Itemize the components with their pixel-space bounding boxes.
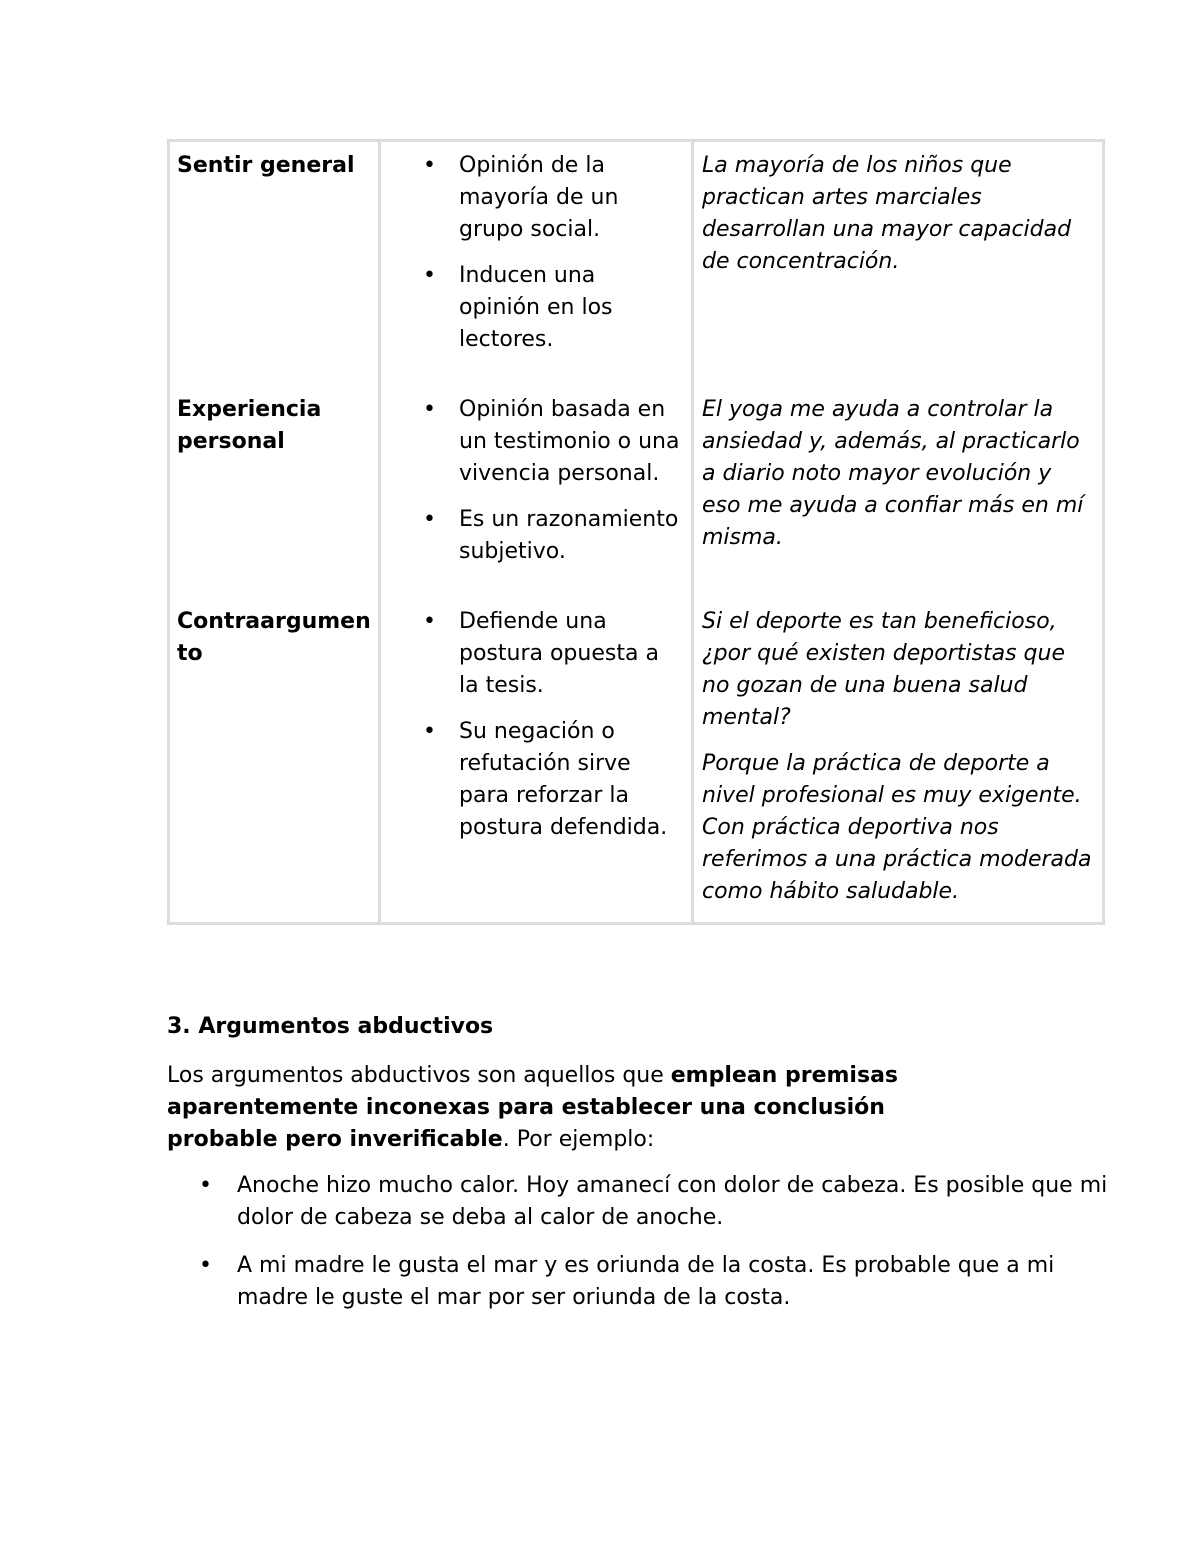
list-item: • A mi madre le gusta el mar y es oriunda de la costa. Es probable que a mi madre le guste el mar por ser oriunda de la costa. — [237, 1250, 1117, 1314]
example-cell — [693, 141, 1104, 387]
list-item: • Anoche hizo mucho calor. Hoy amanecí con dolor de cabeza. Es posible que mi dolor de cabeza se deba al calor de anoche. — [237, 1170, 1117, 1234]
intro-text: Los argumentos abductivos son aquellos que — [167, 1063, 671, 1088]
table-row — [169, 386, 1104, 598]
table-row — [169, 598, 1104, 924]
example-cell — [693, 598, 1104, 924]
trait-item: • Defiende una postura opuesta a la tesis. — [459, 606, 683, 702]
trait-item: • Inducen una opinión en los lectores. — [459, 260, 683, 356]
argument-types-table — [167, 139, 1105, 925]
example-text: Porque la práctica de deporte a nivel profesional es muy exigente. Con práctica deportiva nos referimos a una práctica moderada como hábito saludable. — [702, 751, 1092, 904]
abductive-examples-list — [167, 1170, 1117, 1330]
trait-item: • Es un razonamiento subjetivo. — [459, 504, 683, 568]
example-text: Si el deporte es tan beneficioso, ¿por qué existen deportistas que no gozan de una buena salud mental? — [702, 609, 1065, 730]
traits-cell — [380, 598, 693, 924]
argument-type-cell: Experiencia personal — [169, 386, 380, 598]
intro-bold-text: emplean premisas aparentemente inconexas para establecer una conclusión probable pero inverificable — [167, 1063, 899, 1152]
argument-type-cell: Sentir general — [169, 141, 380, 387]
trait-item: • Opinión de la mayoría de un grupo social. — [459, 150, 683, 246]
section-intro — [167, 1060, 997, 1156]
example-text: El yoga me ayuda a controlar la ansiedad y, además, al practicarlo a diario noto mayor evolución y eso me ayuda a confiar más en mí misma. — [702, 397, 1084, 550]
section-heading: 3. Argumentos abductivos — [167, 1014, 494, 1039]
intro-end-text: . Por ejemplo: — [502, 1127, 655, 1152]
trait-item: • Su negación o refutación sirve para reforzar la postura defendida. — [459, 716, 683, 844]
traits-cell — [380, 141, 693, 387]
traits-cell — [380, 386, 693, 598]
example-cell — [693, 386, 1104, 598]
example-text: La mayoría de los niños que practican artes marciales desarrollan una mayor capacidad de concentración. — [702, 153, 1072, 274]
argument-type-cell: Contraargumento — [169, 598, 380, 924]
trait-item: • Opinión basada en un testimonio o una vivencia personal. — [459, 394, 683, 490]
table-row — [169, 141, 1104, 387]
